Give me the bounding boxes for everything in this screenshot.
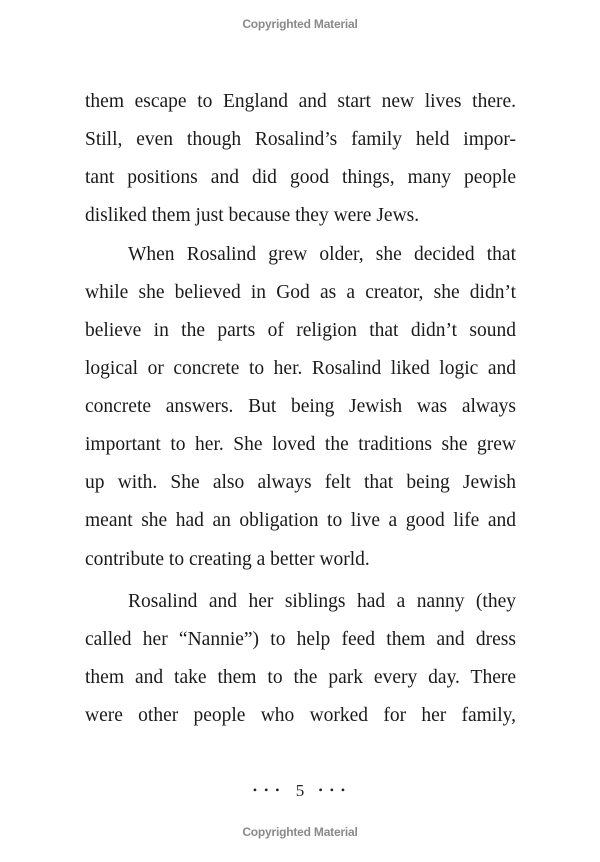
page-number: 5 <box>295 781 305 800</box>
copyright-watermark-top: Copyrighted Material <box>242 17 358 31</box>
folio-ornament-left: • • • <box>252 783 282 797</box>
text-line: disliked them just because they were Jews. <box>85 205 420 226</box>
text-line: called her “Nannie”) to help feed them and dress <box>85 629 516 650</box>
text-line: were other people who worked for her family, <box>85 705 516 726</box>
page-folio <box>0 781 600 801</box>
text-line: tant positions and did good things, many people <box>85 167 516 188</box>
text-line-indented: When Rosalind grew older, she decided that <box>128 244 516 265</box>
text-line: meant she had an obligation to live a good life and <box>85 510 516 531</box>
text-line: while she believed in God as a creator, she didn’t <box>85 282 516 303</box>
text-line: them and take them to the park every day. There <box>85 667 516 688</box>
text-line: contribute to creating a better world. <box>85 549 370 570</box>
text-line-indented: Rosalind and her siblings had a nanny (they <box>128 591 516 612</box>
text-line: important to her. She loved the traditions she grew <box>85 434 516 455</box>
book-page-body <box>85 0 516 862</box>
text-line: Still, even though Rosalind’s family held impor- <box>85 129 516 150</box>
text-line: logical or concrete to her. Rosalind liked logic and <box>85 358 516 379</box>
text-line: believe in the parts of religion that didn’t sound <box>85 320 516 341</box>
folio-ornament-right: • • • <box>318 783 348 797</box>
text-line: concrete answers. But being Jewish was always <box>85 396 516 417</box>
text-line: up with. She also always felt that being Jewish <box>85 472 516 493</box>
text-line: them escape to England and start new lives there. <box>85 91 516 112</box>
copyright-watermark-bottom: Copyrighted Material <box>242 825 358 839</box>
